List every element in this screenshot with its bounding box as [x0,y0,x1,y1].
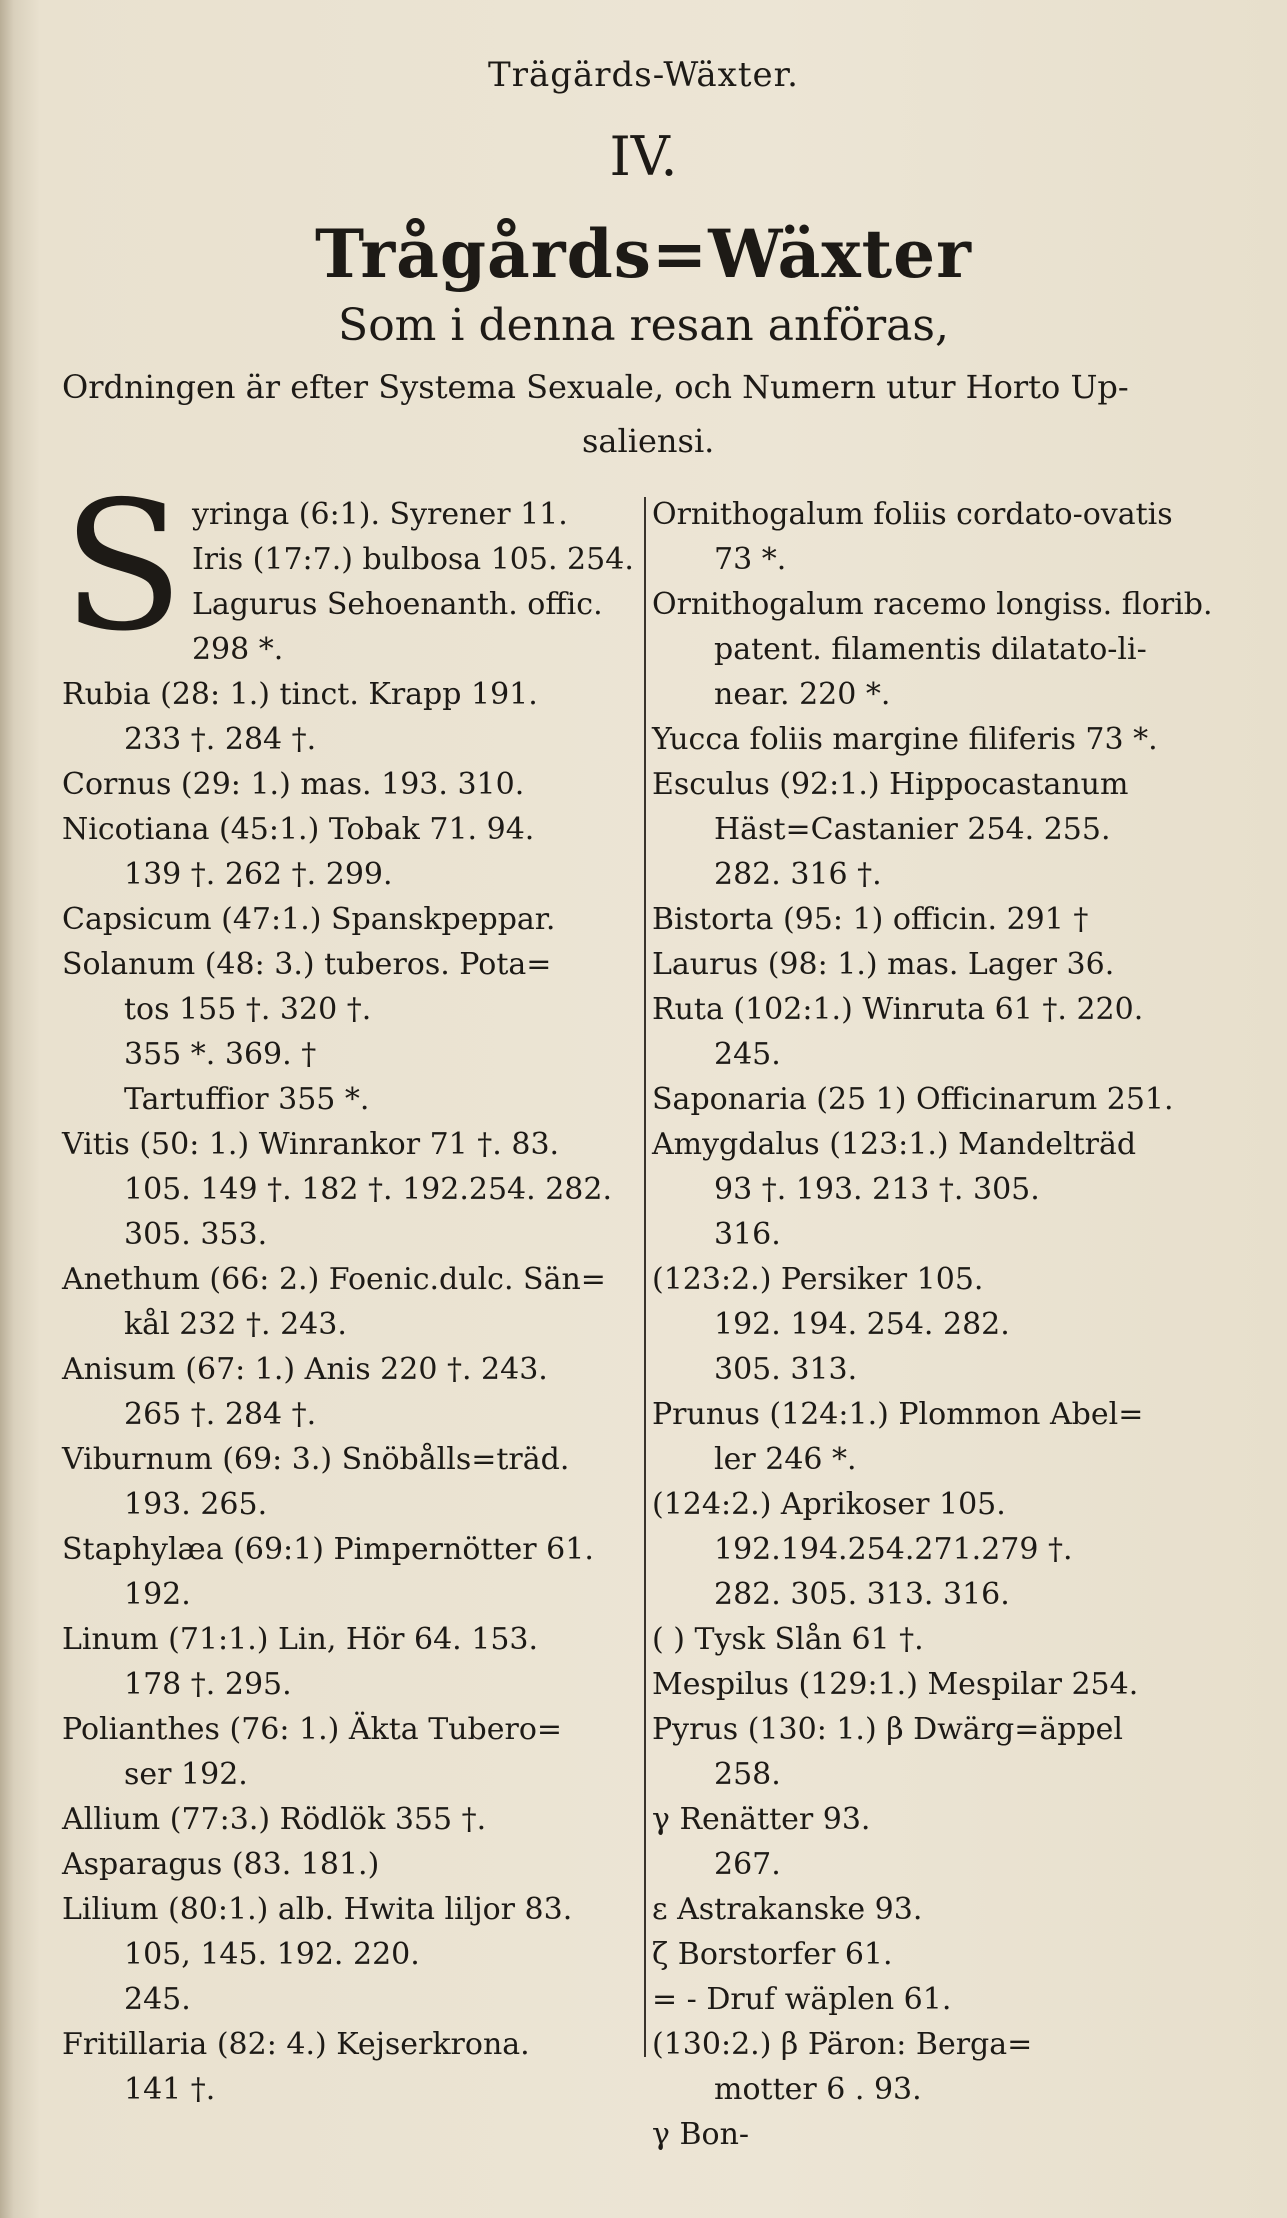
index-entry-line: tos 155 †. 320 †. [124,992,372,1027]
index-entry-line: 73 *. [714,542,787,577]
index-entry-line: 267. [714,1847,781,1882]
index-entry-line: 282. 305. 313. 316. [714,1577,1010,1612]
index-entry-line: Capsicum (47:1.) Spanskpeppar. [62,902,556,937]
chapter-title: Trågårds=Wäxter [315,215,972,293]
index-entry-line: Rubia (28: 1.) tinct. Krapp 191. [62,677,538,712]
index-entry-line: 192.194.254.271.279 †. [714,1532,1073,1567]
index-entry [652,1707,1232,1797]
index-entry-line: Häst=Castanier 254. 255. [714,812,1111,847]
index-entry-line: Viburnum (69: 3.) Snöbålls=träd. [62,1442,570,1477]
index-entry-line: Vitis (50: 1.) Winrankor 71 †. 83. [62,1127,560,1162]
index-entry-line: 193. 265. [124,1487,268,1522]
index-entry-line: near. 220 *. [714,677,891,712]
index-entry-line: 265 †. 284 †. [124,1397,317,1432]
index-entry [62,897,642,942]
index-entry [62,1797,642,1842]
index-entry-line: 139 †. 262 †. 299. [124,857,393,892]
index-entry-line: 245. [124,1982,191,2017]
index-entry [652,762,1232,897]
ordering-note [62,360,1222,468]
index-entry [62,2022,642,2112]
index-entry-line: ler 246 *. [714,1442,857,1477]
index-entry [652,1662,1232,1707]
index-entry-line: Mespilus (129:1.) Mespilar 254. [652,1667,1139,1702]
index-entry-line: 355 *. 369. † [124,1037,317,1072]
ordering-note-line-1: Ordningen är efter Systema Sexuale, och Numern utur Horto Up- [62,368,1129,406]
index-entry-line: Ornithogalum foliis cordato-ovatis [652,497,1173,532]
index-entry-line: Nicotiana (45:1.) Tobak 71. 94. [62,812,535,847]
index-entry [62,1617,642,1707]
index-entry-line: Bistorta (95: 1) officin. 291 † [652,902,1089,937]
index-entry-line: 316. [714,1217,781,1252]
index-entry [652,1887,1232,1932]
drop-cap-s: S [62,463,184,670]
index-entry [652,2022,1232,2112]
ordering-note-line-2: saliensi. [582,422,715,460]
index-entry-line: 258. [714,1757,781,1792]
index-entry [62,1887,642,2022]
index-entry [652,1077,1232,1122]
index-entry [652,1797,1232,1887]
index-entry [652,942,1232,987]
index-entry [652,717,1232,762]
index-entry [652,582,1232,717]
index-entry-line: Tartuffior 355 *. [124,1082,370,1117]
index-entry-line: Laurus (98: 1.) mas. Lager 36. [652,947,1115,982]
index-entry [652,1257,1232,1392]
index-entry [62,1122,642,1257]
index-entry-line: Fritillaria (82: 4.) Kejserkrona. [62,2027,530,2062]
right-column [652,492,1232,2157]
index-entry-line: Lilium (80:1.) alb. Hwita liljor 83. [62,1892,573,1927]
index-entry-line: 105. 149 †. 182 †. 192.254. 282. [124,1172,612,1207]
index-entry-line: Anisum (67: 1.) Anis 220 †. 243. [62,1352,548,1387]
index-entry-line: 282. 316 †. [714,857,882,892]
index-entry [652,1392,1232,1482]
index-entry-line: Solanum (48: 3.) tuberos. Pota= [62,947,552,982]
index-entry-line: ser 192. [124,1757,248,1792]
index-entry-line: (123:2.) Persiker 105. [652,1262,984,1297]
index-entry-line: Esculus (92:1.) Hippocastanum [652,767,1129,802]
index-entry-line: Cornus (29: 1.) mas. 193. 310. [62,767,525,802]
index-entry-line: Pyrus (130: 1.) β Dwärg=äppel [652,1712,1124,1747]
index-entry [62,762,642,807]
left-column [62,463,642,2112]
index-entry [62,1347,642,1437]
index-entry-line: ζ Borstorfer 61. [652,1937,893,1972]
index-entry-line: Amygdalus (123:1.) Mandelträd [652,1127,1137,1162]
index-entry-line: 298 *. [191,632,284,667]
index-entry-line: Ornithogalum racemo longiss. florib. [652,587,1213,622]
index-entry-line: yringa (6:1). Syrener 11. [191,497,568,532]
index-entry-line: Polianthes (76: 1.) Äkta Tubero= [62,1712,563,1747]
index-entry [652,1482,1232,1617]
index-entry-line: Ruta (102:1.) Winruta 61 †. 220. [652,992,1144,1027]
index-entry [62,1437,642,1527]
index-entry-line: = - Druf wäplen 61. [652,1982,952,2017]
column-divider [644,497,646,2057]
index-entry-line: patent. filamentis dilatato-li- [714,632,1147,667]
index-entry [652,897,1232,942]
index-entry-line: 305. 353. [124,1217,268,1252]
index-entry [62,1707,642,1797]
chapter-subtitle: Som i denna resan anföras, [338,300,949,351]
index-entry [652,1977,1232,2022]
index-entry-line: 305. 313. [714,1352,858,1387]
index-entry-line: 192. [124,1577,191,1612]
index-entry-line: 233 †. 284 †. [124,722,317,757]
running-head: Trägärds-Wäxter. [488,55,799,95]
index-entry [62,807,642,897]
index-entry-line: 192. 194. 254. 282. [714,1307,1010,1342]
index-entry-line: Yucca foliis margine filiferis 73 *. [652,722,1158,757]
index-entry-line: Asparagus (83. 181.) [62,1847,380,1882]
index-entry [62,942,642,1122]
index-entry-line: 93 †. 193. 213 †. 305. [714,1172,1040,1207]
index-entry-line: Linum (71:1.) Lin, Hör 64. 153. [62,1622,539,1657]
index-entry-line: 245. [714,1037,781,1072]
index-entry-line: Prunus (124:1.) Plommon Abel= [652,1397,1144,1432]
index-entry-line: kål 232 †. 243. [124,1307,347,1342]
index-entry-line: γ Renätter 93. [652,1802,871,1837]
index-entry [652,1617,1232,1662]
index-entry-line: ε Astrakanske 93. [652,1892,923,1927]
index-entry-line: Allium (77:3.) Rödlök 355 †. [62,1802,487,1837]
plant-index [62,463,1232,2212]
index-entry [62,1527,642,1617]
index-entry-line: Saponaria (25 1) Officinarum 251. [652,1082,1174,1117]
chapter-number: IV. [609,125,678,188]
index-entry-line: 141 †. [124,2072,216,2107]
index-entry-line: Iris (17:7.) bulbosa 105. 254. [191,542,634,577]
index-entry-line: motter 6 . 93. [714,2072,922,2107]
index-entry [652,1932,1232,1977]
index-entry [62,672,642,762]
index-entry-line: ( ) Tysk Slån 61 †. [652,1622,924,1657]
index-entry-line: γ Bon- [652,2117,750,2152]
index-entry [62,1842,642,1887]
index-entry [62,1257,642,1347]
index-entry-line: 105, 145. 192. 220. [124,1937,420,1972]
index-entry [652,1122,1232,1257]
index-entry-line: (130:2.) β Päron: Berga= [652,2027,1033,2062]
index-entry-line: Anethum (66: 2.) Foenic.dulc. Sän= [62,1262,606,1297]
index-entry [652,2112,1232,2157]
index-entry-line: 178 †. 295. [124,1667,292,1702]
index-entry-line: Lagurus Sehoenanth. offic. [191,587,603,622]
index-entry [652,492,1232,582]
index-entry [652,987,1232,1077]
index-entry-line: Staphylæa (69:1) Pimpernötter 61. [62,1532,594,1567]
index-entry-line: (124:2.) Aprikoser 105. [652,1487,1006,1522]
